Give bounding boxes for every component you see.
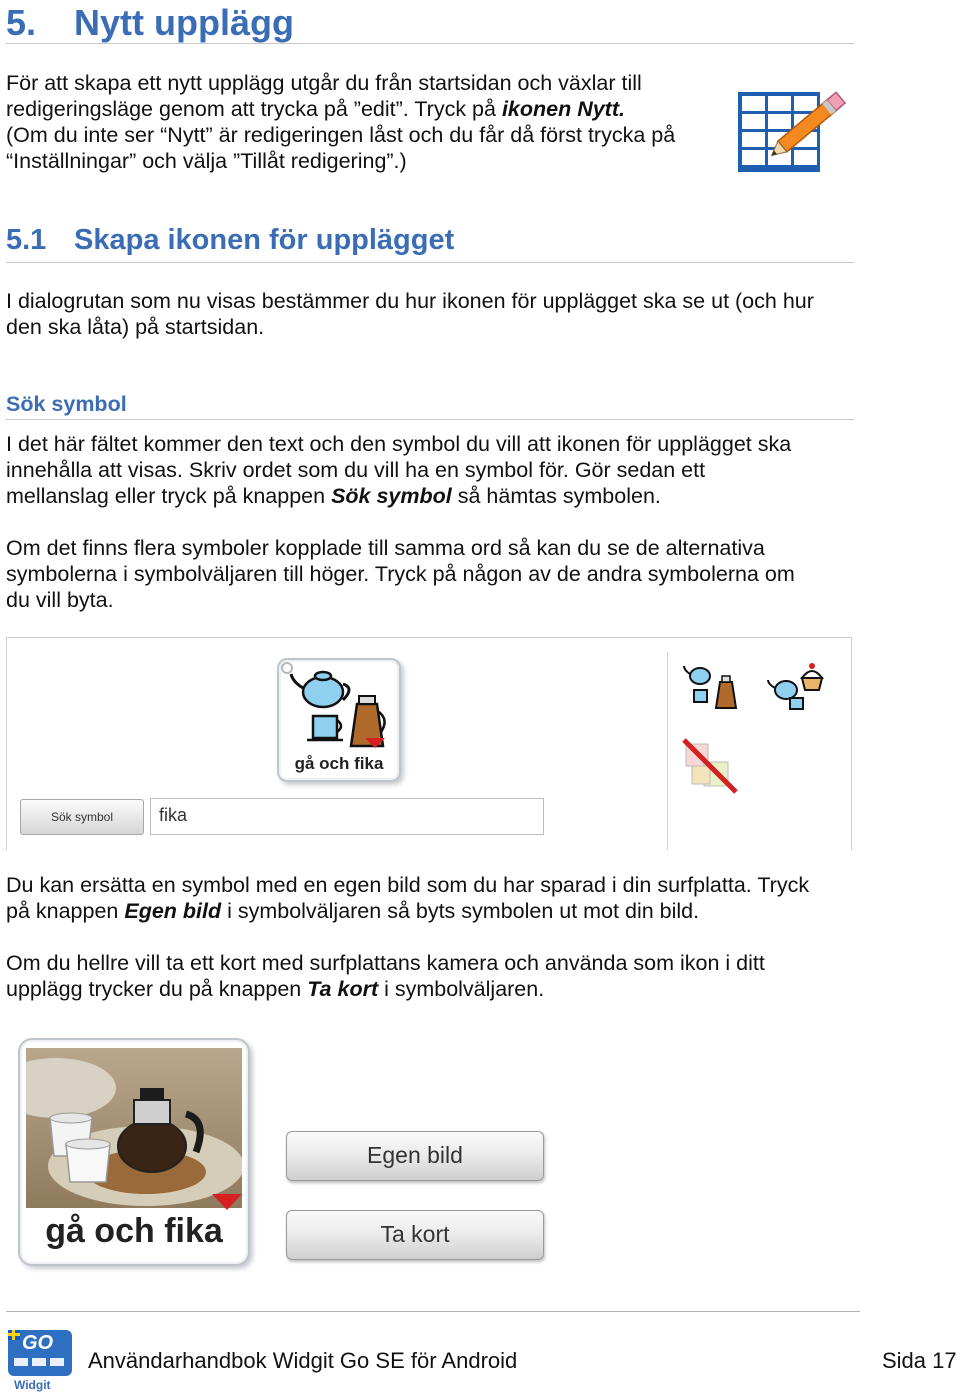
symbol-dialog-screenshot — [6, 637, 852, 850]
symbol-search-field[interactable] — [150, 798, 544, 835]
intro-line — [6, 96, 726, 122]
symbol-tile[interactable] — [277, 658, 401, 782]
dropdown-marker-icon — [212, 1194, 242, 1212]
body-text: så hämtas symbolen. — [451, 484, 661, 508]
alternatives-line: symbolerna i symbolväljaren till höger. Tryck på någon av de andra symbolerna om — [6, 562, 795, 586]
footer-title: Användarhandbok Widgit Go SE för Android — [88, 1348, 518, 1373]
alternatives-line: Om det finns flera symboler kopplade till samma ord så kan du se de alternativa — [6, 536, 765, 560]
section-intro-line: den ska låta) på startsidan. — [6, 315, 265, 339]
body-text: “Inställningar” och välja ”Tillåt redigering”.) — [6, 149, 407, 173]
sok-line — [6, 457, 866, 483]
symbol-search-value: fika — [159, 805, 188, 825]
symbol-tile-label: gå och fika — [294, 754, 384, 773]
alternatives-paragraph — [6, 535, 866, 613]
body-text: (Om du inte ser “Nytt” är redigeringen låst och du får då först trycka på — [6, 123, 676, 147]
teapot-coffee-icon — [279, 660, 399, 756]
sok-symbol-button[interactable]: Sök symbol — [20, 799, 144, 835]
alternatives-line: du vill byta. — [6, 588, 114, 612]
emphasis-text: ikonen Nytt. — [501, 97, 625, 121]
emphasis-text: Egen bild — [124, 899, 222, 923]
new-layout-icon — [736, 78, 854, 176]
intro-paragraph — [6, 70, 726, 174]
body-text: redigeringsläge genom att trycka på ”edit”. Tryck på — [6, 97, 502, 121]
body-text: Du kan ersätta en symbol med en egen bild som du har sparad i din surfplatta. Tryck — [6, 873, 810, 897]
subheading-rule — [6, 419, 854, 420]
widgit-go-logo — [6, 1328, 74, 1394]
photo-tile-label: gå och fika — [45, 1212, 223, 1250]
no-symbol-icon[interactable] — [680, 736, 744, 796]
kort-line — [6, 976, 866, 1002]
body-text: mellanslag eller tryck på knappen — [6, 484, 332, 508]
body-text: För att skapa ett nytt upplägg utgår du från startsidan och växlar till — [6, 71, 642, 95]
coffee-photo-icon — [26, 1048, 242, 1208]
body-text: på knappen — [6, 899, 125, 923]
logo-text: GO — [22, 1332, 54, 1354]
heading-rule — [6, 43, 854, 44]
section-intro-paragraph — [6, 288, 866, 340]
footer-rule — [6, 1311, 860, 1312]
emphasis-text: Sök symbol — [331, 484, 452, 508]
body-text: Om du hellre vill ta ett kort med surfplattans kamera och använda som ikon i ditt — [6, 951, 765, 975]
egen-bild-button[interactable]: Egen bild — [286, 1131, 544, 1181]
body-text: innehålla att visas. Skriv ordet som du vill ha en symbol för. Gör sedan ett — [6, 458, 706, 482]
intro-line — [6, 70, 726, 96]
subheading-sok-symbol: Sök symbol — [6, 392, 127, 416]
section-title: Skapa ikonen för upplägget — [74, 224, 455, 256]
sok-paragraph — [6, 431, 866, 509]
egen-line — [6, 872, 866, 898]
egen-line — [6, 898, 866, 924]
alt-symbol-teapot-cake-icon[interactable] — [764, 658, 828, 718]
kort-line — [6, 950, 866, 976]
intro-line — [6, 122, 726, 148]
sok-line — [6, 483, 866, 509]
egen-bild-paragraph — [6, 872, 866, 924]
body-text: i symbolväljaren så byts symbolen ut mot din bild. — [221, 899, 700, 923]
emphasis-text: Ta kort — [307, 977, 379, 1001]
intro-line — [6, 148, 726, 174]
heading-title: Nytt upplägg — [74, 2, 294, 43]
body-text: I det här fältet kommer den text och den symbol du vill att ikonen för upplägget ska — [6, 432, 792, 456]
section-intro-line: I dialogrutan som nu visas bestämmer du hur ikonen för upplägget ska se ut (och hur — [6, 289, 814, 313]
symbol-picker — [667, 652, 852, 850]
page-heading — [6, 2, 294, 44]
body-text: i symbolväljaren. — [378, 977, 545, 1001]
ta-kort-paragraph — [6, 950, 866, 1002]
logo-brand: Widgit — [14, 1378, 51, 1392]
photo-tile[interactable] — [18, 1038, 250, 1266]
sok-line — [6, 431, 866, 457]
footer-page-number: Sida 17 — [882, 1348, 957, 1373]
ta-kort-button[interactable]: Ta kort — [286, 1210, 544, 1260]
heading-number: 5. — [6, 2, 37, 43]
section-rule — [6, 262, 854, 263]
body-text: upplägg trycker du på knappen — [6, 977, 308, 1001]
alt-symbol-teapot-coffee-icon[interactable] — [680, 658, 744, 718]
section-number: 5.1 — [6, 224, 47, 256]
section-heading — [6, 224, 454, 257]
